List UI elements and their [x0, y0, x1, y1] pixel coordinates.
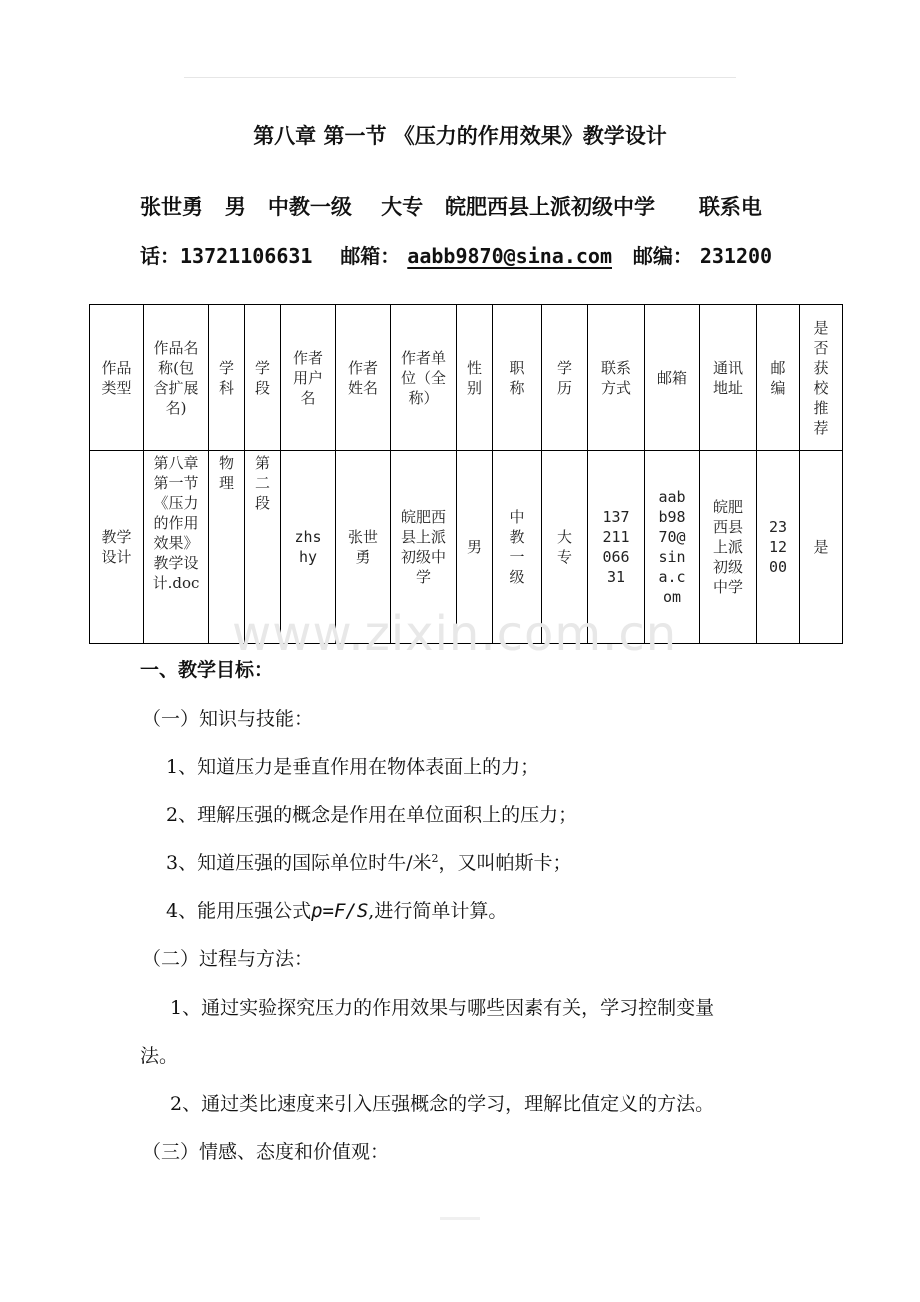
header-cell: 作品名称(包含扩展名): [144, 305, 209, 451]
author-info-line-2: [140, 240, 772, 269]
zip-code: 231200: [699, 244, 773, 268]
list-item: 1、通过实验探究压力的作用效果与哪些因素有关，学习控制变量: [170, 997, 715, 1019]
header-cell: 学科: [209, 305, 245, 451]
header-cell: 职称: [493, 305, 542, 451]
header-cell: 性别: [457, 305, 493, 451]
list-item: 4、能用压强公式p=F/S,进行简单计算。: [166, 900, 508, 922]
email-label: 邮箱：: [340, 244, 401, 268]
cell-recommended: 是: [800, 451, 843, 644]
subsection-knowledge-skills: （一）知识与技能：: [142, 708, 314, 730]
superscript: 2: [431, 852, 439, 865]
header-cell: 作者用户名: [281, 305, 336, 451]
header-cell: 作品类型: [90, 305, 144, 451]
cell-work-name: 第八章第一节《压力的作用效果》教学设计.doc: [144, 451, 209, 644]
cell-email: aabb9870@sina.com: [645, 451, 700, 644]
watermark: www.zixin.com.cn: [232, 606, 678, 662]
list-item: 1、知道压力是垂直作用在物体表面上的力；: [166, 756, 540, 778]
list-item-continuation: 法。: [140, 1045, 179, 1067]
header-rule: [184, 77, 736, 78]
submission-info-table: [89, 304, 843, 644]
cell-username: zhshy: [281, 451, 336, 644]
cell-subject: 物理: [209, 451, 245, 644]
list-item: 2、理解压强的概念是作用在单位面积上的压力；: [166, 804, 578, 826]
cell-gender: 男: [457, 451, 493, 644]
cell-title: 中教一级: [493, 451, 542, 644]
cell-author-unit: 皖肥西县上派初级中学: [391, 451, 457, 644]
cell-contact: 13721106631: [588, 451, 645, 644]
subsection-process-methods: （二）过程与方法：: [142, 948, 314, 970]
header-cell: 通讯地址: [700, 305, 757, 451]
phone-number: 13721106631: [180, 244, 313, 268]
table-header-row: [90, 305, 843, 451]
header-cell: 邮箱: [645, 305, 700, 451]
section-heading-teaching-goals: 一、教学目标：: [140, 659, 274, 681]
phone-label: 话：: [140, 244, 180, 268]
header-cell: 学历: [542, 305, 588, 451]
subsection-emotion-values: （三）情感、态度和价值观：: [142, 1141, 390, 1163]
cell-address: 皖肥西县上派初级中学: [700, 451, 757, 644]
email-link[interactable]: aabb9870@sina.com: [407, 244, 612, 268]
pressure-formula: p=F/S: [311, 900, 369, 922]
header-cell: 联系方式: [588, 305, 645, 451]
list-item: 2、通过类比速度来引入压强概念的学习，理解比值定义的方法。: [170, 1093, 715, 1115]
cell-stage: 第二段: [245, 451, 281, 644]
header-cell: 作者单位（全称）: [391, 305, 457, 451]
cell-education: 大专: [542, 451, 588, 644]
document-title: 第八章 第一节 《压力的作用效果》教学设计: [253, 124, 667, 148]
header-cell: 是否获校推荐: [800, 305, 843, 451]
cell-author-name: 张世勇: [336, 451, 391, 644]
cell-work-type: 教学设计: [90, 451, 144, 644]
cell-zip: 231200: [757, 451, 800, 644]
header-cell: 作者姓名: [336, 305, 391, 451]
zip-label: 邮编：: [632, 244, 693, 268]
list-item: 3、知道压强的国际单位时牛/米$^2$，又叫帕斯卡；: [166, 852, 572, 874]
header-cell: 邮编: [757, 305, 800, 451]
header-cell: 学段: [245, 305, 281, 451]
author-info-line-1: 张世勇 男 中教一级 大专 皖肥西县上派初级中学 联系电: [140, 195, 762, 219]
page-footer-mark: [440, 1217, 480, 1220]
